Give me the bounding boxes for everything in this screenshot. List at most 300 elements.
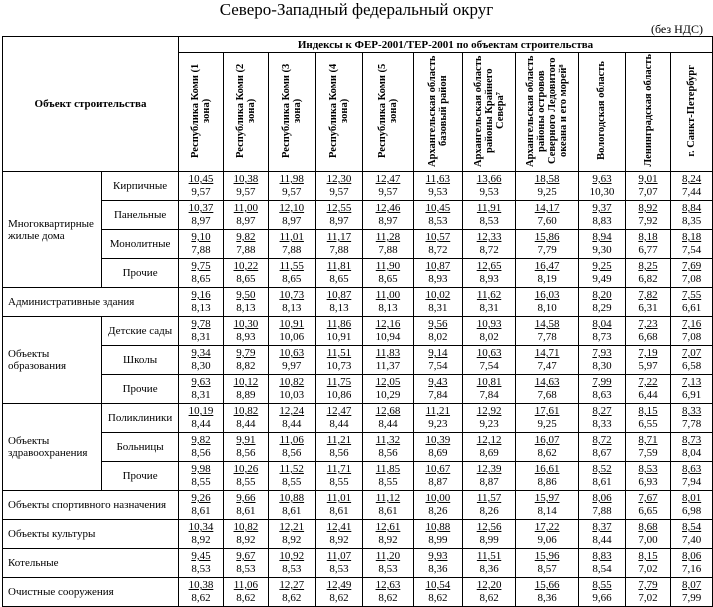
ter-index: 8,53: [428, 215, 448, 227]
ter-index: 8,04: [681, 447, 702, 459]
index-cell: [625, 433, 670, 462]
ter-index: 8,44: [329, 418, 349, 430]
index-cell: [579, 172, 626, 201]
fer-index: 11,75: [326, 376, 352, 388]
ter-index: 8,55: [191, 476, 211, 488]
ter-index: 8,31: [428, 302, 448, 314]
ter-index: 8,53: [236, 563, 256, 575]
ter-index: 8,31: [191, 331, 211, 343]
index-cell: [413, 375, 462, 404]
fer-index: 10,39: [425, 434, 451, 446]
index-cell: [671, 491, 713, 520]
index-cell: [223, 433, 268, 462]
ter-index: 8,13: [236, 302, 256, 314]
index-cell: [315, 317, 363, 346]
subtype-label: Поликлиники: [102, 404, 179, 433]
ter-index: 8,99: [428, 534, 448, 546]
table-row: [3, 491, 713, 520]
fer-index: 8,52: [592, 463, 612, 475]
fer-index: 8,73: [681, 434, 702, 446]
fer-index: 9,37: [592, 202, 612, 214]
vat-note: (без НДС): [650, 22, 703, 36]
index-cell: [363, 172, 413, 201]
fer-index: 15,96: [534, 550, 560, 562]
index-cell: [671, 346, 713, 375]
index-cell: [223, 172, 268, 201]
index-cell: [413, 172, 462, 201]
index-cell: [178, 346, 223, 375]
column-header-label: Республика Коми (1 зона): [189, 63, 212, 158]
ter-index: 8,13: [282, 302, 302, 314]
fer-index: 10,63: [476, 347, 502, 359]
index-cell: [178, 520, 223, 549]
index-cell: [463, 259, 516, 288]
ter-index: 6,58: [681, 360, 702, 372]
group-label: Административные здания: [3, 288, 179, 317]
fer-index: 11,12: [375, 492, 401, 504]
fer-index: 9,98: [191, 463, 211, 475]
fer-index: 9,82: [191, 434, 211, 446]
fer-index: 14,71: [534, 347, 560, 359]
index-cell: [463, 404, 516, 433]
fer-index: 8,84: [681, 202, 702, 214]
index-cell: [315, 259, 363, 288]
fer-index: 9,75: [191, 260, 211, 272]
ter-index: 7,02: [638, 563, 658, 575]
index-cell: [625, 259, 670, 288]
index-cell: [671, 259, 713, 288]
ter-index: 8,44: [191, 418, 211, 430]
index-cell: [413, 346, 462, 375]
fer-index: 9,91: [236, 434, 256, 446]
fer-index: 10,73: [279, 289, 305, 301]
ter-index: 8,13: [191, 302, 211, 314]
ter-index: 8,31: [191, 389, 211, 401]
index-cell: [223, 520, 268, 549]
index-cell: [671, 172, 713, 201]
fer-index: 16,03: [534, 289, 560, 301]
fer-index: 10,45: [425, 202, 451, 214]
index-cell: [671, 288, 713, 317]
fer-index: 18,58: [534, 173, 560, 185]
index-cell: [625, 172, 670, 201]
index-cell: [463, 433, 516, 462]
ter-index: 8,02: [479, 331, 499, 343]
fer-index: 8,72: [592, 434, 612, 446]
ter-index: 8,57: [537, 563, 557, 575]
index-cell: [625, 491, 670, 520]
column-header-label: Республика Коми (4 зона): [327, 63, 350, 158]
fer-index: 9,16: [191, 289, 211, 301]
index-cell: [178, 404, 223, 433]
index-cell: [671, 375, 713, 404]
ter-index: 7,44: [681, 186, 702, 198]
fer-index: 12,47: [375, 173, 401, 185]
index-cell: [268, 433, 315, 462]
index-cell: [625, 404, 670, 433]
fer-index: 8,18: [638, 231, 658, 243]
index-cell: [315, 201, 363, 230]
index-cell: [178, 172, 223, 201]
ter-index: 7,88: [236, 244, 256, 256]
index-cell: [413, 288, 462, 317]
index-cell: [625, 346, 670, 375]
index-cell: [268, 201, 315, 230]
ter-index: 8,62: [537, 447, 557, 459]
fer-index: 10,34: [188, 521, 214, 533]
fer-index: 8,83: [592, 550, 612, 562]
ter-index: 8,97: [329, 215, 349, 227]
index-cell: [363, 201, 413, 230]
index-cell: [268, 172, 315, 201]
ter-index: 8,61: [329, 505, 349, 517]
ter-index: 7,88: [592, 505, 612, 517]
index-cell: [268, 520, 315, 549]
fer-index: 7,23: [638, 318, 658, 330]
ter-index: 7,08: [681, 331, 702, 343]
fer-index: 8,71: [638, 434, 658, 446]
fer-index: 8,27: [592, 405, 612, 417]
ter-index: 9,57: [329, 186, 349, 198]
ter-index: 8,44: [378, 418, 398, 430]
index-cell: [516, 491, 579, 520]
ter-index: 5,97: [638, 360, 658, 372]
fer-index: 14,58: [534, 318, 560, 330]
index-cell: [413, 230, 462, 259]
page-title: Северо-Западный федеральный округ: [219, 0, 494, 19]
fer-index: 8,06: [681, 550, 702, 562]
index-cell: [516, 462, 579, 491]
index-cell: [516, 433, 579, 462]
column-header-label: Архангельская область районы островов Северного Ледовитого океана и его морей⁸: [525, 54, 570, 167]
ter-index: 9,30: [592, 244, 612, 256]
index-cell: [315, 404, 363, 433]
ter-index: 7,07: [638, 186, 658, 198]
ter-index: 8,55: [378, 476, 398, 488]
ter-index: 9,49: [592, 273, 612, 285]
table-row: [3, 549, 713, 578]
indices-header: Индексы к ФЕР-2001/ТЕР-2001 по объектам строительства: [178, 37, 712, 53]
index-cell: [268, 288, 315, 317]
index-cell: [463, 462, 516, 491]
index-cell: [363, 491, 413, 520]
index-cell: [268, 491, 315, 520]
column-header-label: Архангельская область районы Крайнего Севера⁷: [472, 54, 506, 167]
index-cell: [579, 549, 626, 578]
ter-index: 8,10: [537, 302, 557, 314]
ter-index: 8,92: [329, 534, 349, 546]
ter-index: 9,25: [537, 186, 557, 198]
index-cell: [413, 404, 462, 433]
ter-index: 9,06: [537, 534, 557, 546]
fer-index: 9,45: [191, 550, 211, 562]
table-row: [3, 201, 713, 230]
fer-index: 12,10: [279, 202, 305, 214]
table-row: [3, 317, 713, 346]
fer-index: 9,79: [236, 347, 256, 359]
index-cell: [268, 404, 315, 433]
index-cell: [223, 491, 268, 520]
ter-index: 8,54: [592, 563, 612, 575]
index-cell: [413, 520, 462, 549]
column-header: [625, 53, 670, 172]
ter-index: 8,53: [329, 563, 349, 575]
index-cell: [223, 317, 268, 346]
fer-index: 11,07: [326, 550, 352, 562]
fer-index: 7,67: [638, 492, 658, 504]
ter-index: 8,61: [378, 505, 398, 517]
index-cell: [315, 230, 363, 259]
group-label: Объекты культуры: [3, 520, 179, 549]
ter-index: 8,26: [428, 505, 448, 517]
column-header: [671, 53, 713, 172]
fer-index: 14,17: [534, 202, 560, 214]
index-cell: [463, 520, 516, 549]
ter-index: 8,87: [479, 476, 499, 488]
fer-index: 7,07: [681, 347, 702, 359]
index-cell: [463, 549, 516, 578]
column-header-label: г. Санкт-Петербург: [686, 64, 698, 157]
ter-index: 8,14: [537, 505, 557, 517]
fer-index: 11,32: [375, 434, 401, 446]
ter-index: 7,60: [537, 215, 557, 227]
fer-index: 11,90: [375, 260, 401, 272]
fer-index: 9,82: [236, 231, 256, 243]
table-row: [3, 375, 713, 404]
fer-index: 8,94: [592, 231, 612, 243]
ter-index: 8,53: [378, 563, 398, 575]
ter-index: 8,26: [479, 505, 499, 517]
index-cell: [625, 549, 670, 578]
index-cell: [413, 317, 462, 346]
fer-index: 11,63: [425, 173, 451, 185]
index-cell: [363, 259, 413, 288]
ter-index: 7,40: [681, 534, 702, 546]
index-cell: [463, 230, 516, 259]
fer-index: 12,46: [375, 202, 401, 214]
ter-index: 8,97: [236, 215, 256, 227]
fer-index: 11,20: [375, 550, 401, 562]
index-cell: [516, 520, 579, 549]
fer-index: 11,86: [326, 318, 352, 330]
ter-index: 8,89: [236, 389, 256, 401]
index-cell: [671, 549, 713, 578]
index-cell: [223, 375, 268, 404]
group-label: Объекты здравоохранения: [3, 404, 102, 491]
ter-index: 8,61: [592, 476, 612, 488]
fer-index: 9,56: [428, 318, 448, 330]
ter-index: 8,65: [191, 273, 211, 285]
index-cell: [579, 462, 626, 491]
fer-index: 17,22: [534, 521, 560, 533]
ter-index: 8,53: [282, 563, 302, 575]
ter-index: 8,67: [592, 447, 612, 459]
fer-index: 11,52: [279, 463, 304, 475]
ter-index: 8,97: [191, 215, 211, 227]
fer-index: 16,07: [534, 434, 560, 446]
index-cell: [223, 549, 268, 578]
ter-index: 7,84: [479, 389, 499, 401]
ter-index: 8,69: [428, 447, 448, 459]
index-cell: [625, 230, 670, 259]
ter-index: 7,16: [681, 563, 702, 575]
index-cell: [178, 259, 223, 288]
ter-index: 8,62: [378, 592, 398, 604]
index-cell: [363, 549, 413, 578]
index-cell: [413, 201, 462, 230]
index-cell: [178, 491, 223, 520]
ter-index: 8,92: [236, 534, 256, 546]
index-cell: [223, 230, 268, 259]
ter-index: 8,35: [681, 215, 702, 227]
ter-index: 9,97: [282, 360, 302, 372]
fer-index: 11,57: [476, 492, 502, 504]
fer-index: 12,55: [326, 202, 352, 214]
index-cell: [463, 578, 516, 607]
column-header: [363, 53, 413, 172]
ter-index: 8,19: [537, 273, 557, 285]
fer-index: 9,67: [236, 550, 256, 562]
index-cell: [363, 375, 413, 404]
ter-index: 11,37: [375, 360, 401, 372]
index-cell: [625, 462, 670, 491]
index-cell: [268, 462, 315, 491]
index-cell: [579, 578, 626, 607]
ter-index: 8,56: [329, 447, 349, 459]
ter-index: 8,65: [378, 273, 398, 285]
table-row: [3, 346, 713, 375]
index-cell: [268, 230, 315, 259]
fer-index: 10,88: [425, 521, 451, 533]
ter-index: 9,57: [236, 186, 256, 198]
index-cell: [268, 578, 315, 607]
fer-index: 7,79: [638, 579, 658, 591]
ter-index: 8,83: [592, 215, 612, 227]
fer-index: 12,05: [375, 376, 401, 388]
ter-index: 8,61: [191, 505, 211, 517]
ter-index: 10,94: [375, 331, 401, 343]
ter-index: 8,65: [236, 273, 256, 285]
subtype-label: Кирпичные: [102, 172, 179, 201]
fer-index: 10,63: [279, 347, 305, 359]
index-cell: [625, 201, 670, 230]
ter-index: 8,62: [191, 592, 211, 604]
fer-index: 8,07: [681, 579, 702, 591]
ter-index: 9,57: [191, 186, 211, 198]
index-cell: [463, 346, 516, 375]
fer-index: 9,14: [428, 347, 448, 359]
ter-index: 8,62: [428, 592, 448, 604]
fer-index: 10,57: [425, 231, 451, 243]
fer-index: 16,47: [534, 260, 560, 272]
column-header: [268, 53, 315, 172]
fer-index: 16,61: [534, 463, 560, 475]
fer-index: 7,19: [638, 347, 658, 359]
index-cell: [178, 462, 223, 491]
fer-index: 9,10: [191, 231, 211, 243]
ter-index: 6,82: [638, 273, 658, 285]
fer-index: 11,00: [233, 202, 259, 214]
fer-index: 10,37: [188, 202, 214, 214]
table-row: [3, 520, 713, 549]
ter-index: 7,59: [638, 447, 658, 459]
ter-index: 7,54: [479, 360, 499, 372]
fer-index: 10,12: [233, 376, 259, 388]
fer-index: 10,38: [233, 173, 259, 185]
ter-index: 10,91: [326, 331, 352, 343]
column-header-label: Республика Коми (3 зона): [280, 63, 303, 158]
index-cell: [516, 549, 579, 578]
fer-index: 14,63: [534, 376, 560, 388]
group-label: Очистные сооружения: [3, 578, 179, 607]
index-cell: [671, 317, 713, 346]
ter-index: 6,55: [638, 418, 658, 430]
fer-index: 7,55: [681, 289, 702, 301]
ter-index: 9,23: [479, 418, 499, 430]
index-cell: [315, 346, 363, 375]
index-cell: [178, 288, 223, 317]
ter-index: 7,68: [537, 389, 557, 401]
ter-index: 9,53: [479, 186, 499, 198]
ter-index: 8,62: [236, 592, 256, 604]
index-cell: [178, 317, 223, 346]
ter-index: 8,55: [236, 476, 256, 488]
fer-index: 8,20: [592, 289, 612, 301]
fer-index: 9,63: [592, 173, 612, 185]
fer-index: 12,16: [375, 318, 401, 330]
fer-index: 7,69: [681, 260, 702, 272]
ter-index: 8,92: [191, 534, 211, 546]
ter-index: 7,47: [537, 360, 557, 372]
fer-index: 12,56: [476, 521, 502, 533]
index-cell: [625, 375, 670, 404]
index-cell: [579, 201, 626, 230]
fer-index: 9,34: [191, 347, 211, 359]
fer-index: 9,50: [236, 289, 256, 301]
index-cell: [625, 578, 670, 607]
column-header: [413, 53, 462, 172]
index-cell: [223, 346, 268, 375]
index-cell: [178, 375, 223, 404]
fer-index: 7,13: [681, 376, 702, 388]
ter-index: 8,72: [428, 244, 448, 256]
fer-index: 8,18: [681, 231, 702, 243]
fer-index: 11,81: [326, 260, 352, 272]
object-column-header: Объект строительства: [3, 37, 179, 172]
fer-index: 10,22: [233, 260, 259, 272]
index-cell: [178, 230, 223, 259]
fer-index: 10,45: [188, 173, 214, 185]
ter-index: 6,77: [638, 244, 658, 256]
ter-index: 6,61: [681, 302, 702, 314]
index-cell: [579, 259, 626, 288]
fer-index: 12,27: [279, 579, 305, 591]
fer-index: 8,15: [638, 550, 658, 562]
fer-index: 12,49: [326, 579, 352, 591]
fer-index: 8,24: [681, 173, 702, 185]
ter-index: 8,97: [282, 215, 302, 227]
ter-index: 8,36: [537, 592, 557, 604]
group-label: Котельные: [3, 549, 179, 578]
ter-index: 6,31: [638, 302, 658, 314]
ter-index: 10,86: [326, 389, 352, 401]
index-cell: [671, 230, 713, 259]
index-cell: [178, 578, 223, 607]
ter-index: 8,55: [329, 476, 349, 488]
index-cell: [363, 433, 413, 462]
index-cell: [671, 433, 713, 462]
column-header-label: Вологодская область: [596, 61, 608, 160]
